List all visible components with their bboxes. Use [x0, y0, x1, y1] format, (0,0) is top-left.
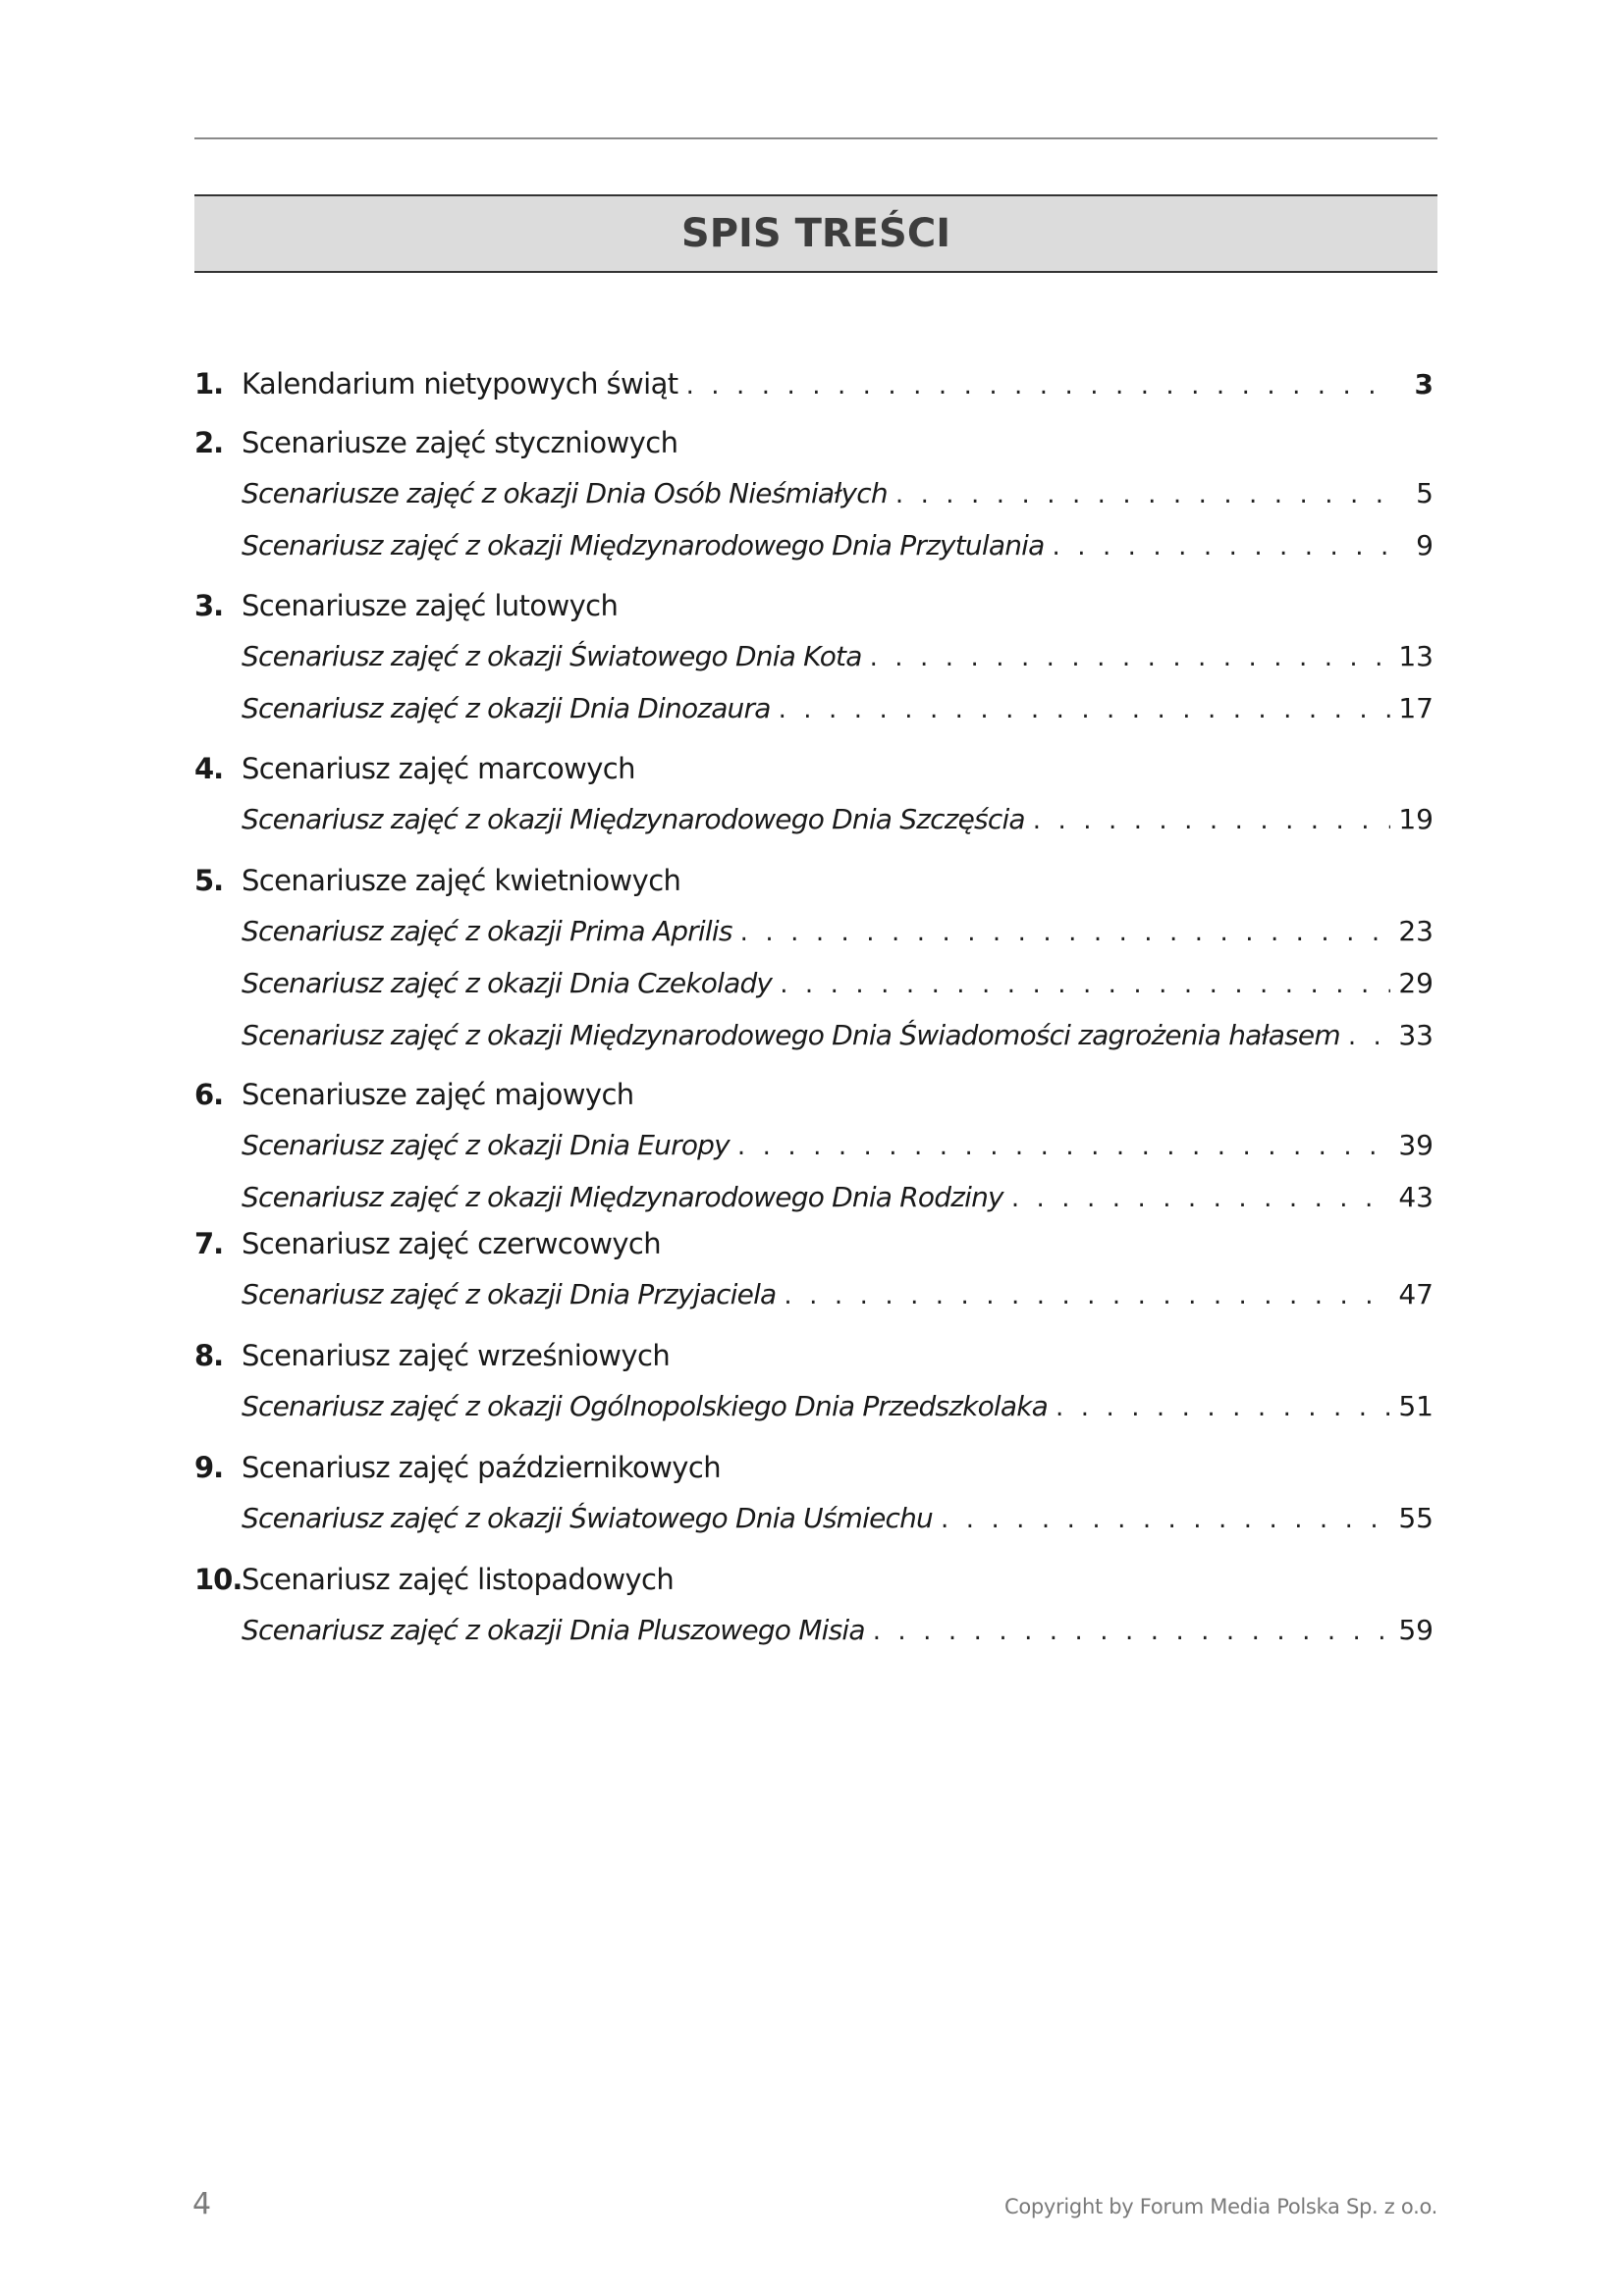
- toc-dot-leader: [1033, 800, 1391, 841]
- toc-page-number: 19: [1398, 803, 1434, 835]
- toc-page-number: 51: [1398, 1390, 1434, 1422]
- toc-subentry-title: Scenariusz zajęć z okazji Międzynarodowego Dnia Rodziny: [242, 1181, 1003, 1213]
- toc-subentry[interactable]: [242, 1125, 1434, 1166]
- toc-dot-leader: [870, 637, 1391, 678]
- toc-subentry[interactable]: [242, 1610, 1434, 1651]
- toc-section[interactable]: [194, 422, 1434, 463]
- toc-subentry[interactable]: [242, 525, 1434, 566]
- toc-subentry-title: Scenariusz zajęć z okazji Międzynarodowego Dnia Przytulania: [242, 529, 1045, 561]
- toc-dot-leader: [1348, 1016, 1391, 1057]
- toc-section[interactable]: [194, 1447, 1434, 1488]
- toc-page-number: 23: [1398, 915, 1434, 947]
- toc-subentry-title: Scenariusz zajęć z okazji Światowego Dnia Kota: [242, 640, 862, 672]
- toc-page-number: 43: [1398, 1181, 1434, 1213]
- toc-dot-leader: [780, 964, 1390, 1005]
- toc-section-title: Scenariusze zajęć styczniowych: [242, 426, 678, 459]
- footer-copyright: Copyright by Forum Media Polska Sp. z o.o.: [1003, 2195, 1437, 2218]
- page-title: SPIS TREŚCI: [680, 211, 951, 256]
- toc-page-number: 29: [1398, 967, 1434, 999]
- toc-page-number: 59: [1398, 1614, 1434, 1646]
- title-bar: [194, 194, 1437, 273]
- toc-section-title: Kalendarium nietypowych świąt: [242, 367, 678, 400]
- toc-subentry-title: Scenariusz zajęć z okazji Dnia Czekolady: [242, 967, 773, 999]
- toc-page-number: 39: [1398, 1129, 1434, 1161]
- toc-section-number: 6.: [194, 1078, 224, 1111]
- toc-dot-leader: [779, 689, 1391, 730]
- toc-section-title: Scenariusz zajęć marcowych: [242, 752, 635, 785]
- toc-dot-leader: [873, 1611, 1391, 1652]
- toc-dot-leader: [740, 912, 1391, 953]
- toc-section-number: 8.: [194, 1339, 224, 1372]
- toc-subentry[interactable]: [242, 911, 1434, 952]
- toc-section-number: 1.: [194, 367, 224, 400]
- toc-dot-leader: [784, 1275, 1390, 1316]
- toc-subentry-title: Scenariusz zajęć z okazji Międzynarodowego Dnia Szczęścia: [242, 803, 1025, 835]
- toc-section-number: 9.: [194, 1451, 224, 1484]
- toc-subentry[interactable]: [242, 1498, 1434, 1539]
- toc-section-title: Scenariusze zajęć kwietniowych: [242, 864, 681, 897]
- toc-section[interactable]: [194, 1074, 1434, 1115]
- toc-dot-leader: [1052, 526, 1392, 567]
- toc-section-number: 10.: [194, 1563, 243, 1596]
- toc-page-number: 55: [1398, 1502, 1434, 1534]
- toc-dot-leader: [1056, 1387, 1390, 1428]
- toc-page-number: 3: [1414, 368, 1434, 400]
- toc-subentry[interactable]: [242, 636, 1434, 677]
- toc-section[interactable]: [194, 363, 1434, 404]
- toc-section-title: Scenariusz zajęć czerwcowych: [242, 1227, 662, 1260]
- toc-page-number: 47: [1398, 1278, 1434, 1310]
- footer-page-number: 4: [192, 2187, 212, 2221]
- toc-subentry-title: Scenariusz zajęć z okazji Światowego Dnia Uśmiechu: [242, 1502, 933, 1534]
- toc-subentry[interactable]: [242, 688, 1434, 729]
- toc-subentry[interactable]: [242, 963, 1434, 1004]
- toc-subentry[interactable]: [242, 1386, 1434, 1427]
- toc-subentry[interactable]: [242, 1177, 1434, 1218]
- toc-dot-leader: [895, 474, 1392, 515]
- toc-section[interactable]: [194, 585, 1434, 626]
- toc-section[interactable]: [194, 1223, 1434, 1264]
- toc-section-title: Scenariusz zajęć wrześniowych: [242, 1339, 671, 1372]
- toc-section-title: Scenariusz zajęć październikowych: [242, 1451, 721, 1484]
- toc-section-title: Scenariusz zajęć listopadowych: [242, 1563, 675, 1596]
- toc-subentry-title: Scenariusz zajęć z okazji Dnia Dinozaura: [242, 692, 771, 724]
- toc-dot-leader: [1011, 1178, 1391, 1219]
- toc-subentry[interactable]: [242, 473, 1434, 514]
- toc-dot-leader: [737, 1126, 1390, 1167]
- toc-section-number: 3.: [194, 589, 224, 622]
- toc-section-title: Scenariusze zajęć lutowych: [242, 589, 619, 622]
- toc-section[interactable]: [194, 748, 1434, 789]
- toc-subentry-title: Scenariusze zajęć z okazji Dnia Osób Nieśmiałych: [242, 477, 888, 509]
- toc-section-number: 5.: [194, 864, 224, 897]
- toc-subentry-title: Scenariusz zajęć z okazji Międzynarodowego Dnia Świadomości zagrożenia hałasem: [242, 1019, 1340, 1051]
- toc-subentry[interactable]: [242, 1015, 1434, 1056]
- toc-section-number: 2.: [194, 426, 224, 459]
- toc-section[interactable]: [194, 1335, 1434, 1376]
- toc-subentry-title: Scenariusz zajęć z okazji Dnia Przyjaciela: [242, 1278, 777, 1310]
- toc-subentry-title: Scenariusz zajęć z okazji Dnia Pluszowego Misia: [242, 1614, 865, 1646]
- toc-subentry-title: Scenariusz zajęć z okazji Dnia Europy: [242, 1129, 730, 1161]
- toc-subentry[interactable]: [242, 1274, 1434, 1315]
- toc-section[interactable]: [194, 1559, 1434, 1600]
- toc-page-number: 9: [1416, 529, 1434, 561]
- toc-page-number: 33: [1398, 1019, 1434, 1051]
- toc-page-number: 17: [1398, 692, 1434, 724]
- toc-subentry-title: Scenariusz zajęć z okazji Prima Aprilis: [242, 915, 732, 947]
- toc-dot-leader: [686, 365, 1392, 406]
- top-divider: [194, 137, 1437, 139]
- toc-section-number: 7.: [194, 1227, 224, 1260]
- toc-dot-leader: [941, 1499, 1390, 1540]
- toc-section-title: Scenariusze zajęć majowych: [242, 1078, 634, 1111]
- toc-subentry-title: Scenariusz zajęć z okazji Ogólnopolskiego Dnia Przedszkolaka: [242, 1390, 1049, 1422]
- toc-section[interactable]: [194, 860, 1434, 901]
- toc-section-number: 4.: [194, 752, 224, 785]
- toc-subentry[interactable]: [242, 799, 1434, 840]
- toc-page-number: 13: [1398, 640, 1434, 672]
- toc-page-number: 5: [1416, 477, 1434, 509]
